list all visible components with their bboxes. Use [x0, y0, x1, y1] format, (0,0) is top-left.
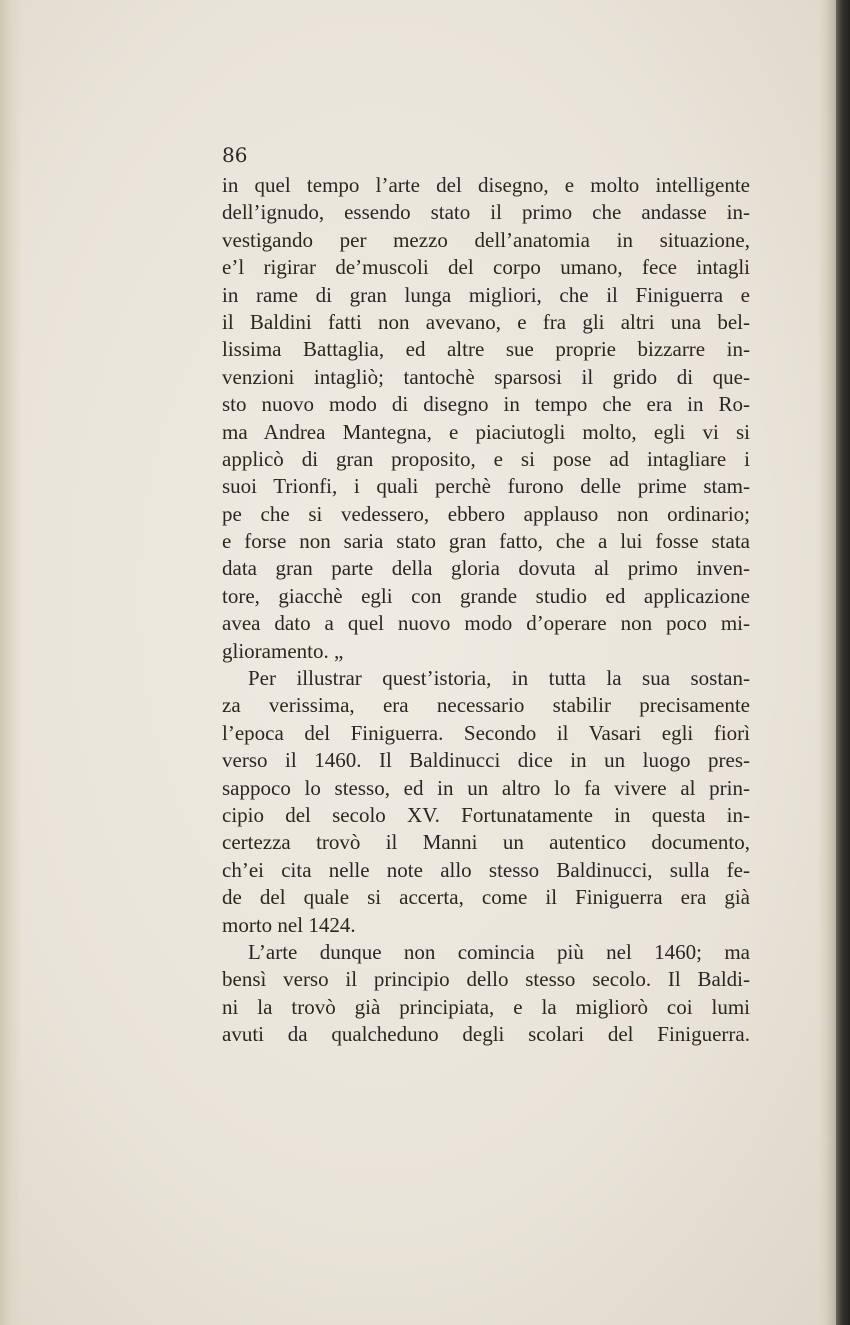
text-line: morto nel 1424.: [222, 912, 356, 937]
text-line: avuti da qualcheduno degli scolari del Finiguerra.: [222, 1022, 750, 1047]
text-line: za verissima, era necessario stabilir precisamente: [222, 693, 750, 718]
text-line: ch’ei cita nelle note allo stesso Baldinucci, sulla fe-: [222, 857, 750, 882]
text-line: cipio del secolo XV. Fortunatamente in questa in-: [222, 802, 750, 827]
text-line: il Baldini fatti non avevano, e fra gli altri una bel-: [222, 309, 750, 334]
text-line: e’l rigirar de’muscoli del corpo umano, fece intagli: [222, 255, 750, 280]
text-line: e forse non saria stato gran fatto, che a lui fosse stata: [222, 529, 750, 554]
page-number: 86: [222, 143, 248, 167]
text-line: data gran parte della gloria dovuta al primo inven-: [222, 556, 750, 581]
text-line: ni la trovò già principiata, e la migliorò coi lumi: [222, 994, 750, 1019]
text-line: in rame di gran lunga migliori, che il Finiguerra e: [222, 282, 750, 307]
text-line: verso il 1460. Il Baldinucci dice in un luogo pres-: [222, 748, 750, 773]
text-line: venzioni intagliò; tantochè sparsosi il grido di que-: [222, 364, 750, 389]
text-line: dell’ignudo, essendo stato il primo che andasse in-: [222, 200, 750, 225]
text-line: sappoco lo stesso, ed in un altro lo fa vivere al prin-: [222, 775, 750, 800]
page-text: [222, 172, 750, 1049]
text-line: L’arte dunque non comincia più nel 1460; ma: [248, 939, 750, 964]
text-line: de del quale si accerta, come il Finiguerra era già: [222, 885, 750, 910]
text-line: ma Andrea Mantegna, e piaciutogli molto, egli vi si: [222, 419, 750, 444]
text-line: vestigando per mezzo dell’anatomia in situazione,: [222, 227, 750, 252]
text-line: l’epoca del Finiguerra. Secondo il Vasari egli fiorì: [222, 720, 750, 745]
text-line: avea dato a quel nuovo modo d’operare non poco mi-: [222, 611, 750, 636]
page-edge-left: [0, 0, 22, 1325]
text-line: glioramento. „: [222, 638, 344, 663]
text-line: lissima Battaglia, ed altre sue proprie bizzarre in-: [222, 337, 750, 362]
text-line: tore, giacchè egli con grande studio ed applicazione: [222, 583, 750, 608]
text-line: pe che si vedessero, ebbero applauso non ordinario;: [222, 501, 750, 526]
text-line: in quel tempo l’arte del disegno, e molto intelligente: [222, 173, 750, 197]
text-line: bensì verso il principio dello stesso secolo. Il Baldi-: [222, 967, 750, 992]
book-binding: [836, 0, 850, 1325]
text-line: Per illustrar quest’istoria, in tutta la sua sostan-: [248, 666, 750, 691]
text-line: applicò di gran proposito, e si pose ad intagliare i: [222, 446, 750, 471]
text-line: suoi Trionfi, i quali perchè furono delle prime stam-: [222, 474, 750, 499]
page-edge-right: [818, 0, 836, 1325]
text-line: certezza trovò il Manni un autentico documento,: [222, 830, 750, 855]
text-line: sto nuovo modo di disegno in tempo che era in Ro-: [222, 392, 750, 417]
